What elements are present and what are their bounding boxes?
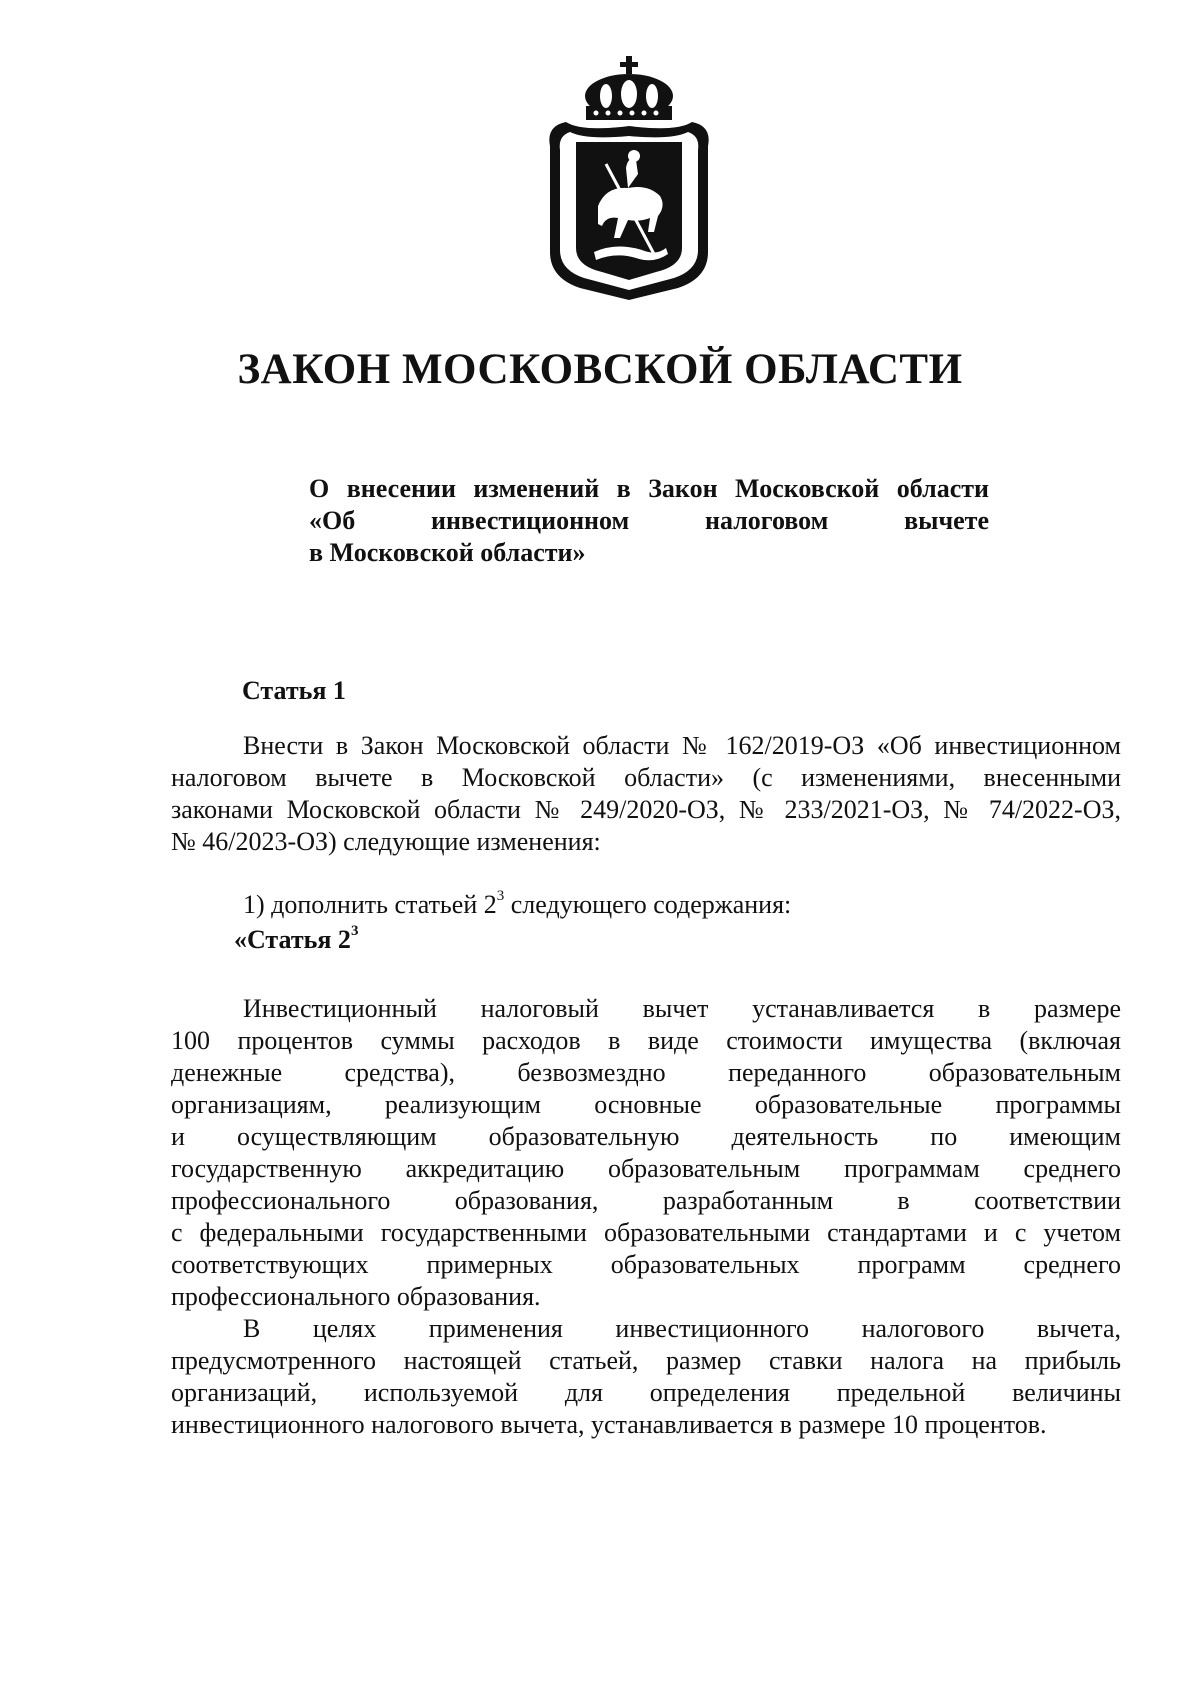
paragraph-tax-rate	[171, 1313, 1121, 1441]
amendment-item	[243, 890, 791, 920]
amendment-superscript: 3	[496, 888, 505, 905]
paragraph-line: профессионального образования, разработанным в соответствии	[171, 1186, 1121, 1215]
paragraph-line: и осуществляющим образовательную деятельность по имеющим	[171, 1122, 1121, 1151]
intro-line: законами Московской области № 249/2020-ОЗ, № 233/2021-ОЗ, № 74/2022-ОЗ,	[171, 795, 1121, 824]
new-article-heading	[234, 925, 358, 955]
amendment-text: 1) дополнить статьей 2	[243, 890, 497, 919]
paragraph-deduction-size	[171, 993, 1121, 1313]
article-intro	[171, 730, 1121, 858]
paragraph-line: денежные средства), безвозмездно переданного образовательным	[171, 1058, 1121, 1087]
paragraph-line: с федеральными государственными образовательными стандартами и с учетом	[171, 1218, 1121, 1247]
paragraph-line: предусмотренного настоящей статьей, размер ставки налога на прибыль	[171, 1346, 1121, 1375]
paragraph-line: государственную аккредитацию образовательным программам среднего	[171, 1154, 1121, 1183]
paragraph-line: организациям, реализующим основные образовательные программы	[171, 1090, 1121, 1119]
intro-line: № 46/2023-ОЗ) следующие изменения:	[171, 827, 601, 856]
new-article-superscript: 3	[350, 923, 359, 940]
paragraph-line: организаций, используемой для определения предельной величины	[171, 1378, 1121, 1407]
coat-of-arms-icon	[536, 56, 722, 302]
paragraph-line: инвестиционного налогового вычета, устанавливается в размере 10 процентов.	[171, 1410, 1047, 1439]
paragraph-line: 100 процентов суммы расходов в виде стоимости имущества (включая	[171, 1026, 1121, 1055]
subject-line: «Об инвестиционном налоговом вычете	[309, 506, 989, 535]
law-title: ЗАКОН МОСКОВСКОЙ ОБЛАСТИ	[237, 346, 963, 393]
paragraph-line: Инвестиционный налоговый вычет устанавливается в размере	[243, 994, 1121, 1023]
subject-line: в Московской области»	[309, 538, 586, 567]
new-article-label: «Статья 2	[234, 925, 351, 954]
intro-line: налоговом вычете в Московской области» (с изменениями, внесенными	[171, 763, 1121, 792]
paragraph-line: соответствующих примерных образовательных программ среднего	[171, 1250, 1121, 1279]
paragraph-line: В целях применения инвестиционного налогового вычета,	[243, 1314, 1121, 1343]
subject-line: О внесении изменений в Закон Московской области	[309, 474, 989, 503]
amendment-tail: следующего содержания:	[504, 890, 792, 919]
intro-line: Внести в Закон Московской области № 162/2019-ОЗ «Об инвестиционном	[243, 731, 1121, 760]
law-subject	[309, 473, 989, 569]
paragraph-line: профессионального образования.	[171, 1282, 541, 1311]
article-heading: Статья 1	[242, 676, 346, 705]
